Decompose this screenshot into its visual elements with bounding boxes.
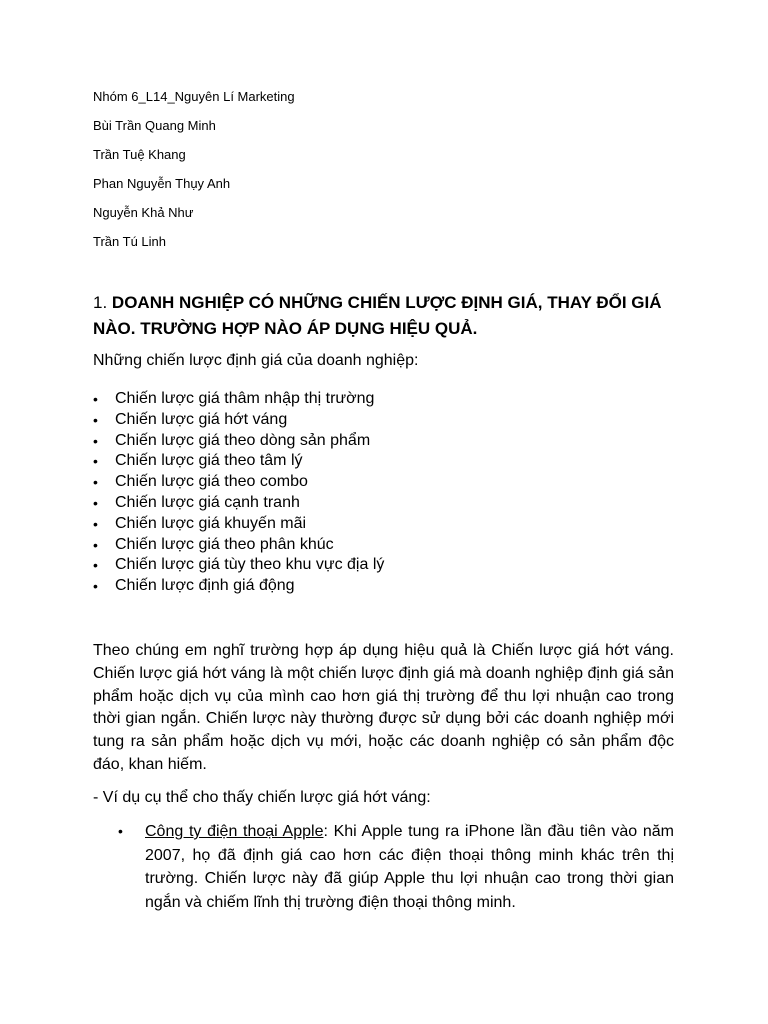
list-item <box>93 514 384 535</box>
list-item-text: Chiến lược giá thâm nhập thị trường <box>115 390 375 407</box>
analysis-paragraph: Theo chúng em nghĩ trường hợp áp dụng hiệu quả là Chiến lược giá hớt váng. Chiến lược giá hớt váng là một chiến lược định giá mà doanh nghiệp định giá sản phẩm hoặc dịch vụ của mình cao hơn giá thị trường để thu lợi nhuận cao trong thời gian ngắn. Chiến lược này thường được sử dụng bởi các doanh nghiệp mới tung ra sản phẩm hoặc dịch vụ mới, hoặc các doanh nghiệp có sản phẩm độc đáo, khan hiếm. <box>93 642 674 773</box>
list-item-text: Chiến lược giá theo combo <box>115 473 308 491</box>
example-description: : Khi Apple tung ra iPhone lần đầu tiên vào năm 2007, họ đã định giá cao hơn các điện thoại thông minh khác trên thị trường. Chiến lược này đã giúp Apple thu lợi nhuận cao trong thời gian ngắn và chiếm lĩnh thị trường điện thoại thông minh. <box>145 823 674 911</box>
list-item-text: Chiến lược giá hớt váng <box>115 410 288 428</box>
list-item <box>93 555 384 576</box>
list-item-text: Chiến lược giá cạnh tranh <box>115 493 300 511</box>
list-item <box>93 472 384 493</box>
bullet-icon: • <box>93 578 98 595</box>
example-text <box>145 820 674 914</box>
list-item <box>93 389 384 410</box>
example-item <box>118 820 674 914</box>
bullet-icon: • <box>93 391 98 407</box>
member-name: Trần Tú Linh <box>93 234 166 249</box>
list-item-text: Chiến lược định giá động <box>115 577 295 595</box>
list-item-text: Chiến lược giá theo phân khúc <box>115 535 334 553</box>
section-heading <box>93 290 693 342</box>
section-number: 1. <box>93 293 108 312</box>
bullet-icon: • <box>118 823 123 839</box>
bullet-icon: • <box>93 411 98 428</box>
example-intro: - Ví dụ cụ thể cho thấy chiến lược giá hớt váng: <box>93 789 431 806</box>
group-header <box>93 88 295 262</box>
list-item <box>93 431 384 452</box>
list-item <box>93 493 384 514</box>
bullet-icon: • <box>93 536 98 553</box>
list-item <box>93 451 384 472</box>
bullet-icon: • <box>93 432 98 449</box>
list-item-text: Chiến lược giá tùy theo khu vực địa lý <box>115 556 385 574</box>
section-title: DOANH NGHIỆP CÓ NHỮNG CHIẾN LƯỢC ĐỊNH GIÁ, THAY ĐỔI GIÁ NÀO. TRƯỜNG HỢP NÀO ÁP DỤNG HIỆU QUẢ. <box>93 293 662 338</box>
list-item-text: Chiến lược giá khuyến mãi <box>115 514 307 532</box>
list-item-text: Chiến lược giá theo dòng sản phẩm <box>115 431 371 449</box>
list-item <box>93 535 384 556</box>
member-name: Trần Tuệ Khang <box>93 147 186 162</box>
bullet-icon: • <box>93 557 98 574</box>
example-company: Công ty điện thoại Apple <box>145 823 324 840</box>
bullet-icon: • <box>93 474 98 491</box>
list-item <box>93 576 384 597</box>
bullet-icon: • <box>93 494 98 511</box>
bullet-icon: • <box>93 515 98 532</box>
strategies-intro: Những chiến lược định giá của doanh nghiệp: <box>93 352 419 369</box>
list-item <box>93 410 384 431</box>
member-name: Bùi Trần Quang Minh <box>93 118 216 133</box>
group-name: Nhóm 6_L14_Nguyên Lí Marketing <box>93 89 295 104</box>
bullet-icon: • <box>93 453 98 470</box>
list-item-text: Chiến lược giá theo tâm lý <box>115 452 303 470</box>
member-name: Nguyễn Khả Như <box>93 205 194 220</box>
strategy-list <box>93 389 384 597</box>
member-name: Phan Nguyễn Thụy Anh <box>93 176 231 191</box>
